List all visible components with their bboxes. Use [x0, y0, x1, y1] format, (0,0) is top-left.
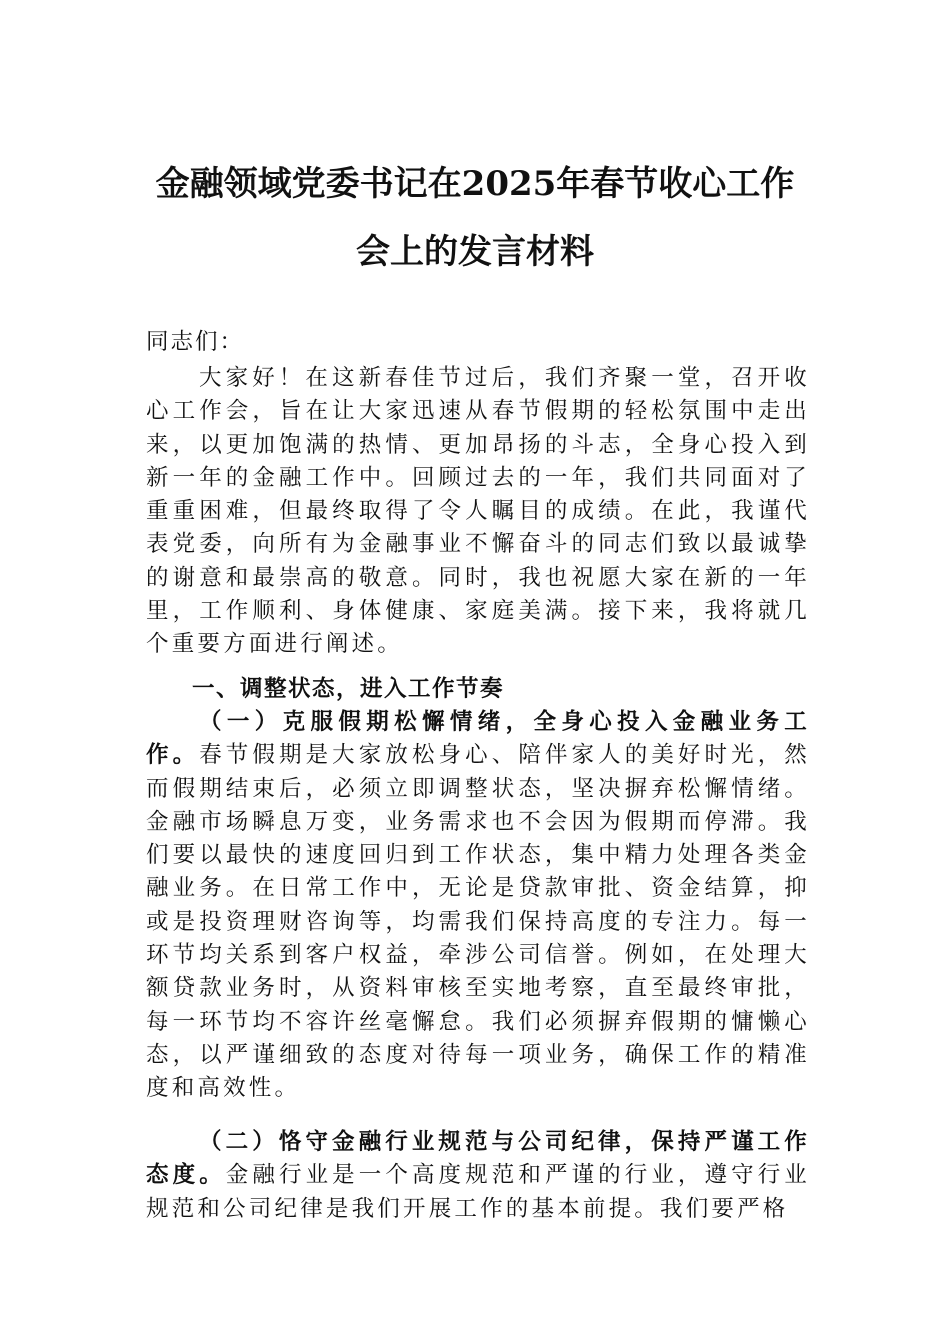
subsection-1-paragraph	[146, 706, 810, 1106]
subsection-1-body: 春节假期是大家放松身心、陪伴家人的美好时光，然而假期结束后，必须立即调整状态，坚决摒弃松懈情绪。金融市场瞬息万变，业务需求也不会因为假期而停滞。我们要以最快的速度回归到工作状态，集中精力处理各类金融业务。在日常工作中，无论是贷款审批、资金结算，抑或是投资理财咨询等，均需我们保持高度的专注力。每一环节均关系到客户权益，牵涉公司信誉。例如，在处理大额贷款业务时，从资料审核至实地考察，直至最终审批，每一环节均不容许丝毫懈怠。我们必须摒弃假期的慵懒心态，以严谨细致的态度对待每一项业务，确保工作的精准度和高效性。	[146, 742, 810, 1102]
document-title-line-2: 会上的发言材料	[356, 232, 594, 272]
subsection-1-lead: （一）克服假期松懈情绪，全身心投入金融业务工作。	[146, 709, 810, 769]
subsection-2-paragraph	[146, 1126, 810, 1226]
salutation: 同志们：	[146, 329, 245, 355]
subsection-2-lead: （二）恪守金融行业规范与公司纪律，保持严谨工作态度。	[146, 1129, 810, 1189]
document-title-line-1: 金融领域党委书记在2025年春节收心工作	[155, 164, 795, 204]
opening-paragraph: 大家好！在这新春佳节过后，我们齐聚一堂，召开收心工作会，旨在让大家迅速从春节假期的轻松氛围中走出来，以更加饱满的热情、更加昂扬的斗志，全身心投入到新一年的金融工作中。回顾过去的一年，我们共同面对了重重困难，但最终取得了令人瞩目的成绩。在此，我谨代表党委，向所有为金融事业不懈奋斗的同志们致以最诚挚的谢意和最崇高的敬意。同时，我也祝愿大家在新的一年里，工作顺利、身体健康、家庭美满。接下来，我将就几个重要方面进行阐述。	[146, 365, 810, 658]
section-heading-1: 一、调整状态，进入工作节奏	[192, 676, 505, 702]
subsection-2-body: 金融行业是一个高度规范和严谨的行业，遵守行业规范和公司纪律是我们开展工作的基本前提。我们要严格	[146, 1162, 810, 1222]
